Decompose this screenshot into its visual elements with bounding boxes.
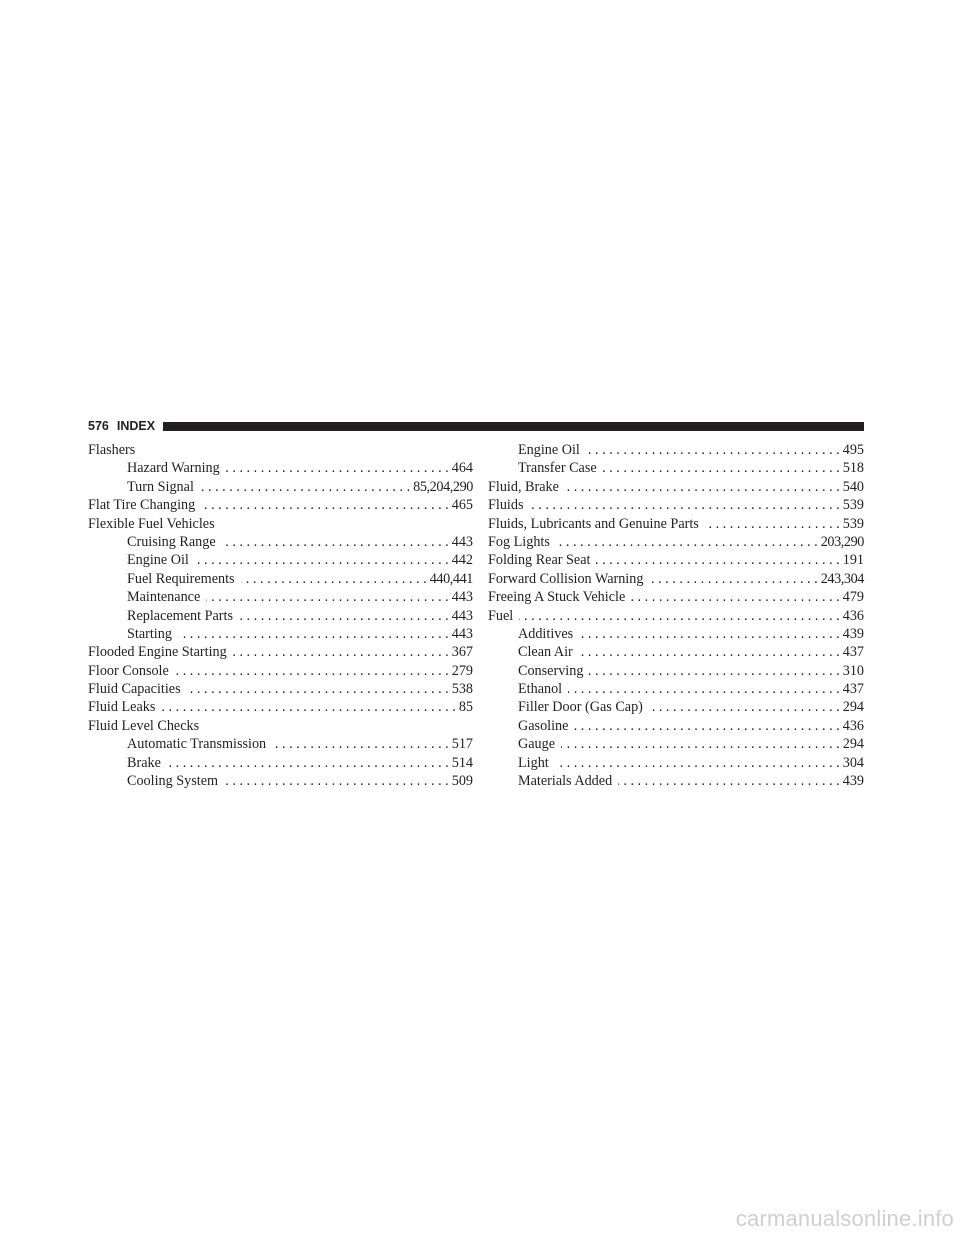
dot-leader [519, 607, 839, 625]
entry-page-number: 436 [842, 607, 864, 624]
entry-label: Maintenance [127, 589, 201, 606]
entry-label: Flat Tire Changing [88, 497, 196, 514]
index-entry [88, 496, 473, 514]
entry-label: Freeing A Stuck Vehicle [488, 589, 626, 606]
entry-page-number: 243,304 [820, 570, 864, 587]
entry-page-number: 85 [458, 699, 473, 716]
entry-label: Gasoline [518, 717, 569, 734]
entry-page-number: 85,204,290 [413, 478, 473, 495]
index-subentry [488, 754, 864, 772]
entry-label: Flooded Engine Starting [88, 644, 227, 661]
dot-leader [649, 570, 817, 588]
dot-leader [589, 662, 839, 680]
entry-label: Conserving [518, 662, 584, 679]
entry-page-number: 442 [451, 552, 473, 569]
index-subentry [88, 533, 473, 551]
entry-page-number: 443 [451, 625, 473, 642]
index-subentry [88, 570, 473, 588]
entry-label: Materials Added [518, 773, 613, 790]
index-column-right [488, 441, 864, 790]
entry-label: Cruising Range [127, 533, 216, 550]
entry-label: Fluid Capacities [88, 681, 181, 698]
entry-page-number: 294 [842, 736, 864, 753]
entry-page-number: 539 [842, 497, 864, 514]
entry-label: Fog Lights [488, 533, 550, 550]
index-subentry [488, 680, 864, 698]
entry-label: Clean Air [518, 644, 573, 661]
dot-leader [529, 496, 839, 514]
index-entry [88, 643, 473, 661]
index-subentry [88, 754, 473, 772]
entry-page-number: 439 [842, 625, 864, 642]
page-header [88, 417, 864, 435]
index-entry [488, 515, 864, 533]
entry-label: Flashers [88, 442, 136, 458]
header-rule [163, 422, 864, 431]
entry-page-number: 540 [842, 478, 864, 495]
dot-leader [175, 662, 449, 680]
index-subentry [488, 662, 864, 680]
dot-leader [631, 588, 839, 606]
entry-page-number: 437 [842, 644, 864, 661]
index-entry [488, 478, 864, 496]
entry-page-number: 436 [842, 717, 864, 734]
dot-leader [555, 754, 840, 772]
entry-page-number: 294 [842, 699, 864, 716]
entry-label: Fuel Requirements [127, 570, 235, 587]
dot-leader [233, 643, 449, 661]
index-subentry [88, 735, 473, 753]
index-subentry [88, 459, 473, 477]
entry-label: Fluid, Brake [488, 478, 559, 495]
dot-leader [596, 551, 839, 569]
index-subentry [488, 643, 864, 661]
index-subentry [488, 625, 864, 643]
dot-leader [178, 625, 449, 643]
dot-leader [200, 478, 410, 496]
entry-label: Forward Collision Warning [488, 570, 644, 587]
entry-label: Fluids [488, 497, 524, 514]
entry-page-number: 517 [451, 736, 473, 753]
entry-label: Replacement Parts [127, 607, 233, 624]
dot-leader [226, 459, 449, 477]
entry-page-number: 367 [451, 644, 473, 661]
entry-label: Cooling System [127, 773, 219, 790]
entry-page-number: 465 [451, 497, 473, 514]
entry-page-number: 279 [451, 662, 473, 679]
section-title: INDEX [116, 419, 156, 433]
dot-leader [239, 607, 449, 625]
index-subentry [88, 607, 473, 625]
index-entry [488, 607, 864, 625]
dot-leader [561, 735, 840, 753]
index-entry [488, 496, 864, 514]
index-subentry [88, 625, 473, 643]
entry-label: Fluid Level Checks [88, 717, 200, 734]
entry-label: Fluid Leaks [88, 699, 156, 716]
dot-leader [579, 643, 840, 661]
entry-page-number: 443 [451, 589, 473, 606]
index-entry [88, 441, 473, 459]
index-subentry [88, 772, 473, 790]
entry-label: Filler Door (Gas Cap) [518, 699, 643, 716]
index-subentry [88, 551, 473, 569]
index-entry [488, 551, 864, 569]
dot-leader [161, 698, 455, 716]
entry-label: Gauge [518, 736, 556, 753]
entry-page-number: 479 [842, 589, 864, 606]
index-subentry [488, 735, 864, 753]
entry-label: Hazard Warning [127, 460, 220, 477]
entry-label: Engine Oil [518, 442, 580, 458]
index-entry [488, 588, 864, 606]
entry-page-number: 310 [842, 662, 864, 679]
dot-leader [603, 459, 840, 477]
entry-page-number: 538 [451, 681, 473, 698]
entry-page-number: 509 [451, 773, 473, 790]
dot-leader [206, 588, 448, 606]
dot-leader [705, 515, 840, 533]
entry-label: Additives [518, 625, 574, 642]
entry-page-number: 495 [842, 442, 864, 458]
entry-label: Transfer Case [518, 460, 597, 477]
entry-page-number: 443 [451, 607, 473, 624]
index-column-left [88, 441, 473, 790]
entry-label: Automatic Transmission [127, 736, 267, 753]
dot-leader [224, 772, 449, 790]
dot-leader [618, 772, 840, 790]
dot-leader [222, 533, 449, 551]
entry-page-number: 304 [842, 754, 864, 771]
index-entry [88, 698, 473, 716]
entry-label: Fuel [488, 607, 514, 624]
dot-leader [565, 478, 840, 496]
entry-label: Starting [127, 625, 172, 642]
dot-leader [201, 496, 449, 514]
entry-label: Folding Rear Seat [488, 552, 591, 569]
entry-label: Ethanol [518, 681, 563, 698]
index-entry [88, 717, 473, 735]
entry-page-number: 191 [842, 552, 864, 569]
index-entry [88, 515, 473, 533]
entry-page-number: 539 [842, 515, 864, 532]
entry-page-number: 440,441 [429, 570, 473, 587]
dot-leader [568, 680, 840, 698]
index-entry [88, 662, 473, 680]
dot-leader [574, 717, 839, 735]
entry-page-number: 439 [842, 773, 864, 790]
entry-label: Brake [127, 754, 161, 771]
dot-leader [187, 680, 449, 698]
entry-page-number: 518 [842, 460, 864, 477]
index-subentry [488, 441, 864, 459]
index-subentry [488, 459, 864, 477]
index-subentry [88, 588, 473, 606]
entry-page-number: 514 [451, 754, 473, 771]
dot-leader [586, 441, 840, 459]
dot-leader [556, 533, 818, 551]
index-subentry [488, 772, 864, 790]
dot-leader [195, 551, 449, 569]
dot-leader [579, 625, 840, 643]
entry-page-number: 203,290 [820, 533, 864, 550]
dot-leader [167, 754, 449, 772]
page-number: 576 [88, 419, 109, 433]
entry-page-number: 437 [842, 681, 864, 698]
entry-label: Floor Console [88, 662, 169, 679]
entry-page-number: 464 [451, 460, 473, 477]
dot-leader [649, 698, 840, 716]
dot-leader [272, 735, 449, 753]
entry-label: Engine Oil [127, 552, 189, 569]
index-subentry [488, 717, 864, 735]
entry-label: Flexible Fuel Vehicles [88, 515, 215, 532]
index-subentry [88, 478, 473, 496]
index-subentry [488, 698, 864, 716]
entry-label: Light [518, 754, 549, 771]
entry-page-number: 443 [451, 533, 473, 550]
index-entry [488, 533, 864, 551]
entry-label: Turn Signal [127, 478, 194, 495]
entry-label: Fluids, Lubricants and Genuine Parts [488, 515, 699, 532]
dot-leader [241, 570, 427, 588]
index-entry [88, 680, 473, 698]
watermark: carmanualsonline.info [735, 1206, 954, 1231]
index-entry [488, 570, 864, 588]
